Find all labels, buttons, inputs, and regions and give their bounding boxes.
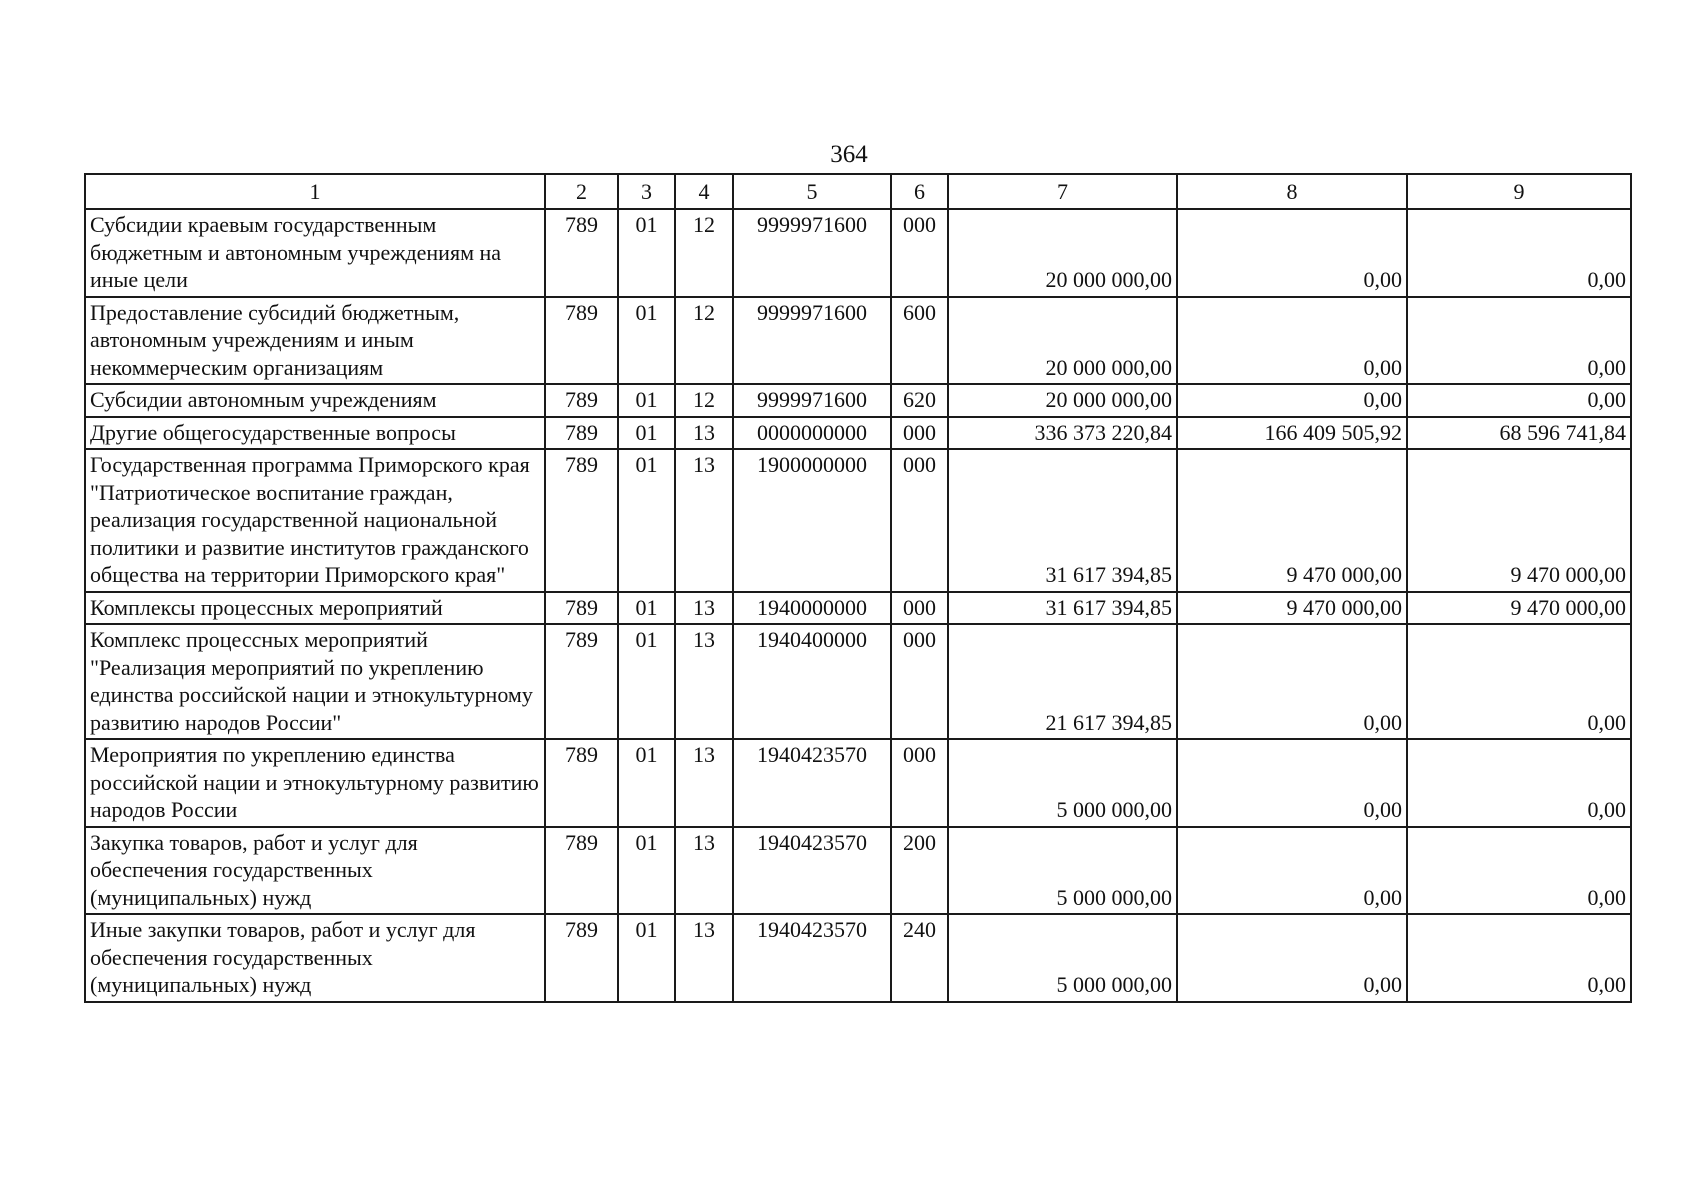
row-vr-cell: 000 — [891, 209, 948, 297]
header-cell: 5 — [733, 174, 891, 209]
row-sum1-cell: 31 617 394,85 — [948, 592, 1177, 625]
row-pr-cell: 13 — [675, 739, 733, 827]
row-pr-cell: 13 — [675, 417, 733, 450]
table-row — [85, 297, 1631, 385]
page-number: 364 — [830, 141, 868, 168]
row-rz-cell: 01 — [618, 384, 675, 417]
row-sum1-cell: 20 000 000,00 — [948, 209, 1177, 297]
table-row — [85, 592, 1631, 625]
row-gr-cell: 789 — [545, 384, 618, 417]
row-gr-cell: 789 — [545, 209, 618, 297]
row-vr-cell: 200 — [891, 827, 948, 915]
table-row — [85, 209, 1631, 297]
row-pr-cell: 13 — [675, 592, 733, 625]
row-name-cell: Иные закупки товаров, работ и услуг для обеспечения государственных (муниципальных) нужд — [85, 914, 545, 1002]
table-row — [85, 739, 1631, 827]
header-cell: 7 — [948, 174, 1177, 209]
row-vr-cell: 240 — [891, 914, 948, 1002]
row-vr-cell: 620 — [891, 384, 948, 417]
table-row — [85, 417, 1631, 450]
row-sum3-cell: 9 470 000,00 — [1407, 449, 1631, 592]
header-cell: 9 — [1407, 174, 1631, 209]
row-name-cell: Предоставление субсидий бюджетным, автономным учреждениям и иным некоммерческим организациям — [85, 297, 545, 385]
row-rz-cell: 01 — [618, 592, 675, 625]
row-csr-cell: 9999971600 — [733, 384, 891, 417]
row-sum1-cell: 5 000 000,00 — [948, 739, 1177, 827]
row-sum2-cell: 0,00 — [1177, 914, 1407, 1002]
row-sum3-cell: 0,00 — [1407, 297, 1631, 385]
row-sum2-cell: 0,00 — [1177, 297, 1407, 385]
row-csr-cell: 9999971600 — [733, 209, 891, 297]
row-rz-cell: 01 — [618, 624, 675, 739]
row-gr-cell: 789 — [545, 739, 618, 827]
row-sum2-cell: 0,00 — [1177, 209, 1407, 297]
row-csr-cell: 1940423570 — [733, 914, 891, 1002]
header-row — [85, 174, 1631, 209]
row-gr-cell: 789 — [545, 624, 618, 739]
row-sum2-cell: 0,00 — [1177, 384, 1407, 417]
row-sum1-cell: 21 617 394,85 — [948, 624, 1177, 739]
row-sum3-cell: 0,00 — [1407, 827, 1631, 915]
row-sum2-cell: 0,00 — [1177, 624, 1407, 739]
row-csr-cell: 1940423570 — [733, 827, 891, 915]
row-name-cell: Закупка товаров, работ и услуг для обеспечения государственных (муниципальных) нужд — [85, 827, 545, 915]
row-rz-cell: 01 — [618, 827, 675, 915]
row-vr-cell: 000 — [891, 624, 948, 739]
header-cell: 6 — [891, 174, 948, 209]
row-vr-cell: 600 — [891, 297, 948, 385]
row-name-cell: Субсидии автономным учреждениям — [85, 384, 545, 417]
row-gr-cell: 789 — [545, 297, 618, 385]
row-name-cell: Комплекс процессных мероприятий "Реализация мероприятий по укреплению единства российской нации и этнокультурному развитию народов России" — [85, 624, 545, 739]
row-rz-cell: 01 — [618, 417, 675, 450]
row-pr-cell: 13 — [675, 624, 733, 739]
row-pr-cell: 13 — [675, 827, 733, 915]
row-name-cell: Другие общегосударственные вопросы — [85, 417, 545, 450]
table-row — [85, 624, 1631, 739]
row-csr-cell: 1900000000 — [733, 449, 891, 592]
row-gr-cell: 789 — [545, 914, 618, 1002]
row-sum2-cell: 9 470 000,00 — [1177, 592, 1407, 625]
header-cell: 8 — [1177, 174, 1407, 209]
row-pr-cell: 13 — [675, 449, 733, 592]
row-pr-cell: 12 — [675, 297, 733, 385]
row-csr-cell: 9999971600 — [733, 297, 891, 385]
row-rz-cell: 01 — [618, 739, 675, 827]
row-gr-cell: 789 — [545, 827, 618, 915]
row-gr-cell: 789 — [545, 592, 618, 625]
budget-table — [84, 173, 1632, 1003]
row-csr-cell: 1940000000 — [733, 592, 891, 625]
row-csr-cell: 0000000000 — [733, 417, 891, 450]
row-pr-cell: 12 — [675, 384, 733, 417]
table-row — [85, 384, 1631, 417]
row-sum2-cell: 9 470 000,00 — [1177, 449, 1407, 592]
header-cell: 4 — [675, 174, 733, 209]
row-sum2-cell: 0,00 — [1177, 827, 1407, 915]
row-rz-cell: 01 — [618, 449, 675, 592]
row-sum3-cell: 68 596 741,84 — [1407, 417, 1631, 450]
row-gr-cell: 789 — [545, 417, 618, 450]
row-gr-cell: 789 — [545, 449, 618, 592]
row-csr-cell: 1940423570 — [733, 739, 891, 827]
row-vr-cell: 000 — [891, 739, 948, 827]
row-sum3-cell: 9 470 000,00 — [1407, 592, 1631, 625]
row-csr-cell: 1940400000 — [733, 624, 891, 739]
header-cell: 1 — [85, 174, 545, 209]
row-sum1-cell: 31 617 394,85 — [948, 449, 1177, 592]
row-sum3-cell: 0,00 — [1407, 384, 1631, 417]
table-row — [85, 449, 1631, 592]
header-cell: 3 — [618, 174, 675, 209]
header-cell: 2 — [545, 174, 618, 209]
row-sum3-cell: 0,00 — [1407, 624, 1631, 739]
row-sum1-cell: 5 000 000,00 — [948, 827, 1177, 915]
row-name-cell: Мероприятия по укреплению единства российской нации и этнокультурному развитию народов России — [85, 739, 545, 827]
row-pr-cell: 13 — [675, 914, 733, 1002]
table-row — [85, 914, 1631, 1002]
row-sum2-cell: 0,00 — [1177, 739, 1407, 827]
row-rz-cell: 01 — [618, 914, 675, 1002]
row-sum1-cell: 20 000 000,00 — [948, 384, 1177, 417]
row-pr-cell: 12 — [675, 209, 733, 297]
row-sum2-cell: 166 409 505,92 — [1177, 417, 1407, 450]
table-row — [85, 827, 1631, 915]
row-rz-cell: 01 — [618, 297, 675, 385]
row-vr-cell: 000 — [891, 449, 948, 592]
row-name-cell: Государственная программа Приморского края "Патриотическое воспитание граждан, реализация государственной национальной политики и развитие институтов гражданского общества на территории Приморского края" — [85, 449, 545, 592]
row-sum1-cell: 20 000 000,00 — [948, 297, 1177, 385]
row-vr-cell: 000 — [891, 592, 948, 625]
row-sum3-cell: 0,00 — [1407, 739, 1631, 827]
row-name-cell: Субсидии краевым государственным бюджетным и автономным учреждениям на иные цели — [85, 209, 545, 297]
row-sum3-cell: 0,00 — [1407, 209, 1631, 297]
row-vr-cell: 000 — [891, 417, 948, 450]
row-sum3-cell: 0,00 — [1407, 914, 1631, 1002]
row-rz-cell: 01 — [618, 209, 675, 297]
row-sum1-cell: 336 373 220,84 — [948, 417, 1177, 450]
row-sum1-cell: 5 000 000,00 — [948, 914, 1177, 1002]
row-name-cell: Комплексы процессных мероприятий — [85, 592, 545, 625]
